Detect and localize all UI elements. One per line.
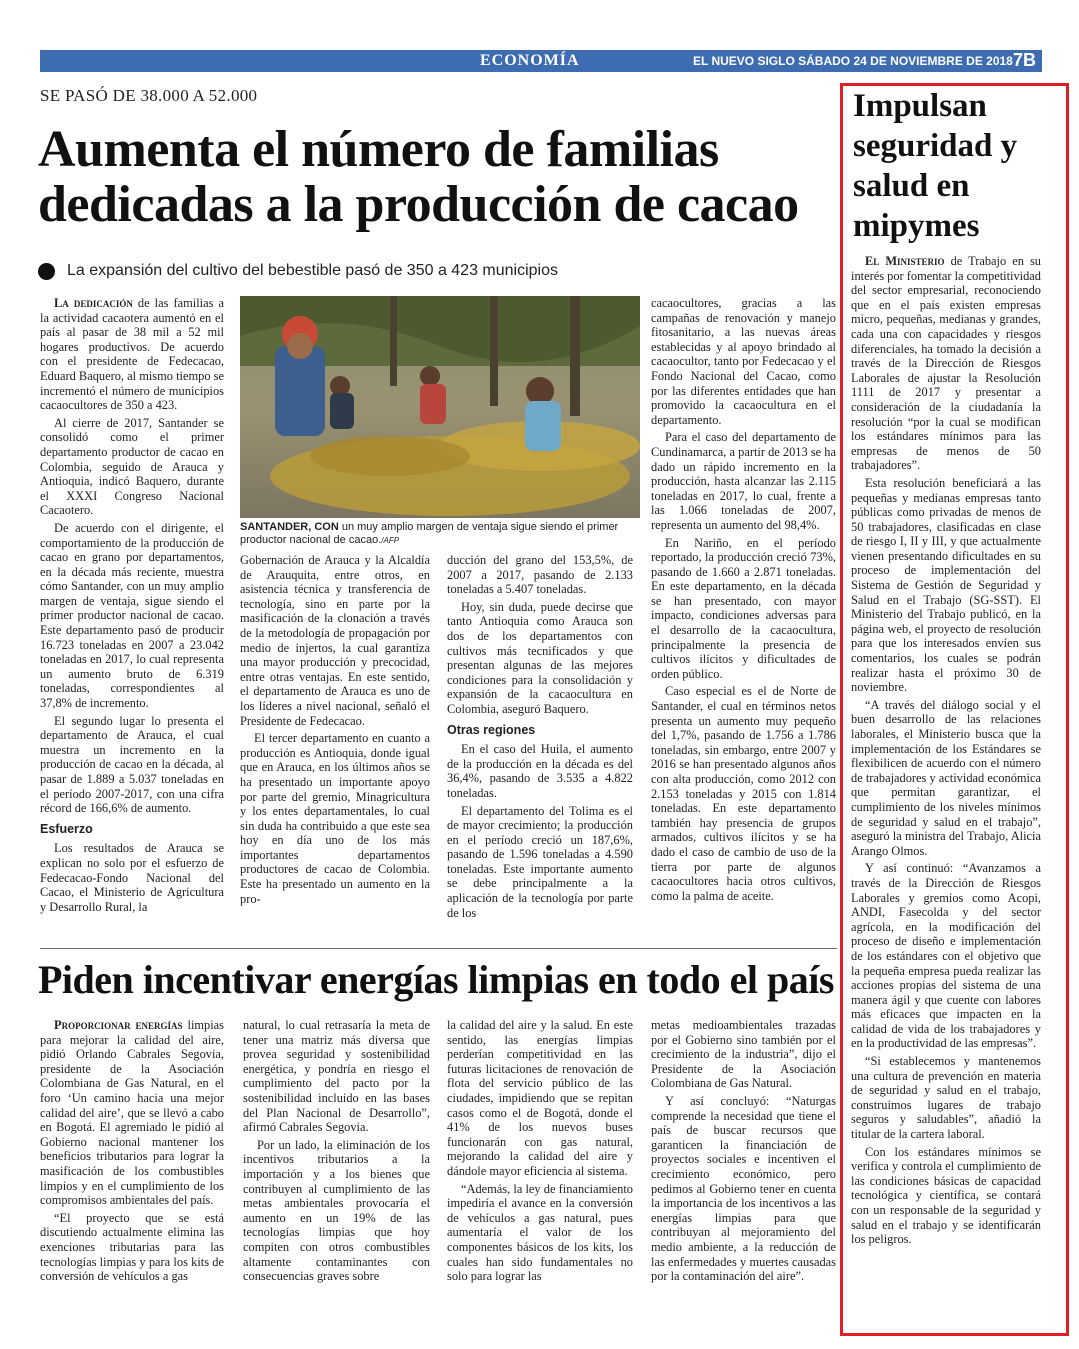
paragraph: Los resultados de Arauca se explican no solo por el esfuerzo de Fedecacao-Fondo Nacional del Cacao, el Ministerio de Agricultura y Desarrollo Rural, la <box>40 841 224 914</box>
page-number: 7B <box>1013 50 1037 70</box>
paragraph: “El proyecto que se está discutiendo actualmente elimina las exenciones tributarias para las tecnologías limpias y para los kits de conversión de vehículos a gas <box>40 1210 224 1284</box>
main-article-column-4 <box>651 296 836 906</box>
paragraph: ducción del grano del 153,5%, de 2007 a 2017, pasando de 2.133 toneladas a 5.407 toneladas. <box>447 553 633 597</box>
paragraph: “Si establecemos y mantenemos una cultura de prevención en materia de seguridad y salud en el trabajo, construimos lugares de trabajo seguros y saludables”, añadió la titular de la cartera laboral. <box>851 1054 1041 1142</box>
sidebar-headline: Impulsan seguridad y salud en mipymes <box>853 88 1018 244</box>
paragraph: Caso especial es el de Norte de Santander, el cual en términos netos presenta un aumento muy pequeño del 1,7%, pasando de 1.756 a 1.786 toneladas, sin embargo, entre 2007 y 2016 se han presentado algunos años con alta producción, como 2012 con 2.153 toneladas y 2015 con 1.814 toneladas. En este departamento también hay presencia de grupos armados, cultivos ilícitos y se ha dado el caso de cambio de uso de la tierra por parte de algunos cacaocultores hacia otros cultivos, como la palma de aceite. <box>651 684 836 903</box>
lead-in: La dedicación <box>54 296 133 310</box>
lead-in: Proporcionar energías <box>54 1018 183 1032</box>
paragraph: Al cierre de 2017, Santander se consolidó como el primer departamento productor de cacao en Colombia, seguido de Arauca y Antioquia, indicó Baquero, durante el XXXI Congreso Nacional Cacaotero. <box>40 415 224 518</box>
cacao-farmers-photo <box>240 296 640 518</box>
section-name: ECONOMÍA <box>480 52 580 69</box>
second-article-column-1 <box>40 1018 224 1287</box>
paragraph: “Además, la ley de financiamiento impediría el avance en la conversión de vehículos a gas natural, pues aumentaría el valor de los componentes básicos de los kits, los cuales han sido fundamentales no solo para lograr las <box>447 1181 633 1284</box>
article-headline: Aumenta el número de familias dedicadas a la producción de cacao <box>38 121 799 233</box>
paragraph: En el caso del Huila, el aumento de la producción en la década es del 36,4%, pasando de 3.535 a 4.822 toneladas. <box>447 742 633 800</box>
publication-date: EL NUEVO SIGLO SÁBADO 24 DE NOVIEMBRE DE 2018 <box>693 54 1013 68</box>
bullet-icon <box>38 263 55 280</box>
photo-credit: /AFP <box>381 536 400 545</box>
main-article-column-3 <box>447 553 633 923</box>
paragraph: cacaocultores, gracias a las campañas de renovación y manejo fitosanitario, a las nuevas áreas establecidas y al apoyo brindado al cacaocultor, tanto por Fedecacao y el Fondo Nacional del Cacao, como por las diferentes entidades que han promovido la cacaocultura en el departamento. <box>651 296 836 427</box>
paragraph: de Trabajo en su interés por fomentar la competitividad del sector empresarial, reconociendo que en el país existen empresas micro, pequeñas, medianas y grandes, cada una con capacidades y riesgos diferenciales, ha tomado la decisión a través de la Dirección de Riesgos Laborales de ajustar la Resolución 1111 de 2017 y presentar a consideración de la ciudadanía la resolución “por la cual se modifican los estándares mínimos para las empresas de menos de 50 trabajadores”. <box>851 254 1041 473</box>
paragraph: de las familias a la actividad cacaotera aumentó en el país al pasar de 38 mil a 52 mil hogares productivos. De acuerdo con el presidente de Fedecacao, Eduard Baquero, al mismo tiempo se incrementó el número de municipios cacaocultores de 350 a 423. <box>40 296 224 413</box>
main-article-column-2 <box>240 553 430 909</box>
article-photo <box>240 296 640 518</box>
sidebar-article-body <box>851 254 1041 1250</box>
paragraph: Y así continuó: “Avanzamos a través de la Dirección de Riesgos Laborales y gremios como Acopi, ANDI, Fasecolda y del sector agrícola, en la modificación del proceso de diseño e implementación de los estándares con el objetivo que la pequeña empresa pueda realizar las acciones propias del sistema de una manera ágil y que cuente con labores más eficaces que impacten en la calidad de vida de los trabajadores y en la productividad de las empresas”. <box>851 861 1041 1051</box>
paragraph: natural, lo cual retrasaría la meta de tener una matriz más diversa que provea seguridad y sostenibilidad energética, y pondría en riesgo el cumplimiento del pacto por la sostenibilidad incluido en las bases del Plan Nacional de Desarrollo”, afirmó Cabrales Segovia. <box>243 1018 430 1135</box>
lead-in: El Ministerio <box>865 254 945 268</box>
paragraph: El departamento del Tolima es el de mayor crecimiento; la producción en el período creció un 187,6%, pasando de 1.596 toneladas a 4.590 toneladas. Este importante aumento se debe principalmente a la aplicación de la tecnología por parte de los <box>447 803 633 920</box>
paragraph: limpias para mejorar la calidad del aire, pidió Orlando Cabrales Segovia, presidente de la Asociación Colombiana de Gas Natural, en el foro ‘Un camino hacia una mejor calidad del aire’, que se llevó a cabo en Bogotá. El agremiado le pidió al Gobierno nacional mantener los beneficios tributarios para lograr la masificación de los combustibles limpios y en el cumplimiento de los compromisos ambientales del país. <box>40 1018 224 1208</box>
article-divider <box>40 948 837 949</box>
subhead: Otras regiones <box>447 722 536 737</box>
paragraph: “A través del diálogo social y el buen desarrollo de las relaciones laborales, el Ministerio busca que la implementación de los Estándares se flexibilicen de acuerdo con el número de trabajadores y actividad económica que permitan garantizar, el cumplimiento de los niveles mínimos de seguridad y salud en el trabajo”, aseguró la ministra del Trabajo, Alicia Arango Olmos. <box>851 697 1041 858</box>
paragraph: Gobernación de Arauca y la Alcaldía de Arauquita, entre otros, en asistencia técnica y transferencia de tecnología, sino en parte por la masificación de la clonación a través de la metodología de propagación por medio de injertos, la cual garantiza una mayor producción y precocidad, entre otras ventajas. En este sentido, el departamento de Arauca es uno de los líderes a nivel nacional, señaló el Presidente de Fedecacao. <box>240 553 430 728</box>
paragraph: metas medioambientales trazadas por el Gobierno sino también por el crecimiento de la industria”, dijo el Presidente de la Asociación Colombiana de Gas Natural. <box>651 1018 836 1091</box>
paragraph: El tercer departamento en cuanto a producción es Antioquia, donde igual que en Arauca, en los últimos años se ha presentado un importante apoyo por parte del gremio, Minagricultura y los entes departamentales, lo cual sin duda ha contribuido a que este sea hoy en día uno de los más importantes departamentos productores de cacao de Colombia. Este ha presentado un aumento en la pro- <box>240 731 430 906</box>
second-article-column-2 <box>243 1018 430 1287</box>
paragraph: la calidad del aire y la salud. En este sentido, las energías limpias perderían competitividad en las futuras licitaciones de renovación de flota del servicio público de las ciudades, impidiendo que se repitan casos como el de Bogotá, donde el 41% de los nuevos buses funcionarán con gas natural, mejorando la calidad del aire y dándole mayor eficiencia al sistema. <box>447 1018 633 1178</box>
paragraph: El segundo lugar lo presenta el departamento de Arauca, el cual muestra un incremento en la producción de cacao en la década, al pasar de 1.889 a 5.037 toneladas en el período 2007-2017, con una cifra récord de 166,6% de aumento. <box>40 713 224 816</box>
paragraph: En Nariño, en el período reportado, la producción creció 73%, pasando de 1.660 a 2.871 toneladas. En este departamento, en la década se han presentado, con mayor impacto, condiciones adversas para el desarrollo de la cacaocultura, principalmente la presencia de cultivos ilícitos y dificultades de orden público. <box>651 535 836 681</box>
article-subheadline <box>38 262 558 280</box>
photo-caption <box>240 521 640 547</box>
paragraph: Y así concluyó: “Naturgas comprende la necesidad que tiene el país de buscar recursos que garanticen la financiación de proyectos sociales e incentiven el crecimiento económico, pero pedimos al Gobierno tener en cuenta la importancia de los incentivos a las energías limpias para que contribuyan al mejoramiento del medio ambiente, a la reducción de las enfermedades y muertes causadas por la contaminación del aire”. <box>651 1093 836 1284</box>
paragraph: De acuerdo con el dirigente, el comportamiento de la producción de cacao en grano por departamentos, en la década más reciente, muestra cómo Santander, con un muy amplio margen de ventaja, sigue siendo el primer productor nacional de cacao. Este departamento pasó de producir 16.723 toneladas en 2007 a 23.042 toneladas en 2017, lo cual representa un aumento bruto de 6.319 toneladas, correspondientes al 37,8% de incremento. <box>40 520 224 711</box>
second-article-column-3 <box>447 1018 633 1287</box>
paragraph: Para el caso del departamento de Cundinamarca, a partir de 2013 se ha dado un rápido incremento en la producción, hasta alcanzar las 2.115 toneladas en 2017, lo cual, frente a las 1.066 toneladas de 2007, representa un aumento del 98,4%. <box>651 430 836 532</box>
paragraph: Por un lado, la eliminación de los incentivos tributarios a la importación y a los bienes que contribuyen al cumplimiento de las metas ambientales provocaría el aumento en un 19% de las tecnologías limpias que hoy compiten con otros combustibles altamente contaminantes con consecuencias graves sobre <box>243 1137 430 1284</box>
second-article-headline: Piden incentivar energías limpias en todo el país <box>38 957 834 1002</box>
caption-lead: SANTANDER, CON <box>240 521 339 533</box>
subheadline-text: La expansión del cultivo del bebestible pasó de 350 a 423 municipios <box>67 262 559 279</box>
article-kicker: SE PASÓ DE 38.000 A 52.000 <box>40 86 258 105</box>
paragraph: Esta resolución beneficiará a las pequeñas y medianas empresas tanto públicas como privadas de menos de 50 trabajadores, clasificadas en clase de riesgo I, II y III, y que actualmente vienen presentando dificultades en su proceso de implementación del Sistema de Gestión de Seguridad y Salud en el Trabajo (SG-SST). El Ministerio del Trabajo publicó, en la página web, el proyecto de resolución para que los interesados envíen sus comentarios, los cuales se podrán realizar hasta el próximo 30 de noviembre. <box>851 475 1041 695</box>
paragraph: Con los estándares mínimos se verifica y controla el cumplimiento de las condiciones básicas de capacidad tecnológica y científica, se contará con un responsable de la seguridad y salud en el trabajo y se identificarán los peligros. <box>851 1144 1041 1247</box>
second-article-column-4 <box>651 1018 836 1287</box>
subhead: Esfuerzo <box>40 821 93 836</box>
caption-text: un muy amplio margen de ventaja sigue siendo el primer productor nacional de cacao. <box>240 521 619 546</box>
paragraph: Hoy, sin duda, puede decirse que tanto Antioquia como Arauca son dos de los departamentos con cultivos más tecnificados y que presentan algunas de las mejores condiciones para la consolidación y expansión de la cacaocultura en Colombia, aseguró Baquero. <box>447 599 633 716</box>
main-article-column-1 <box>40 296 224 917</box>
